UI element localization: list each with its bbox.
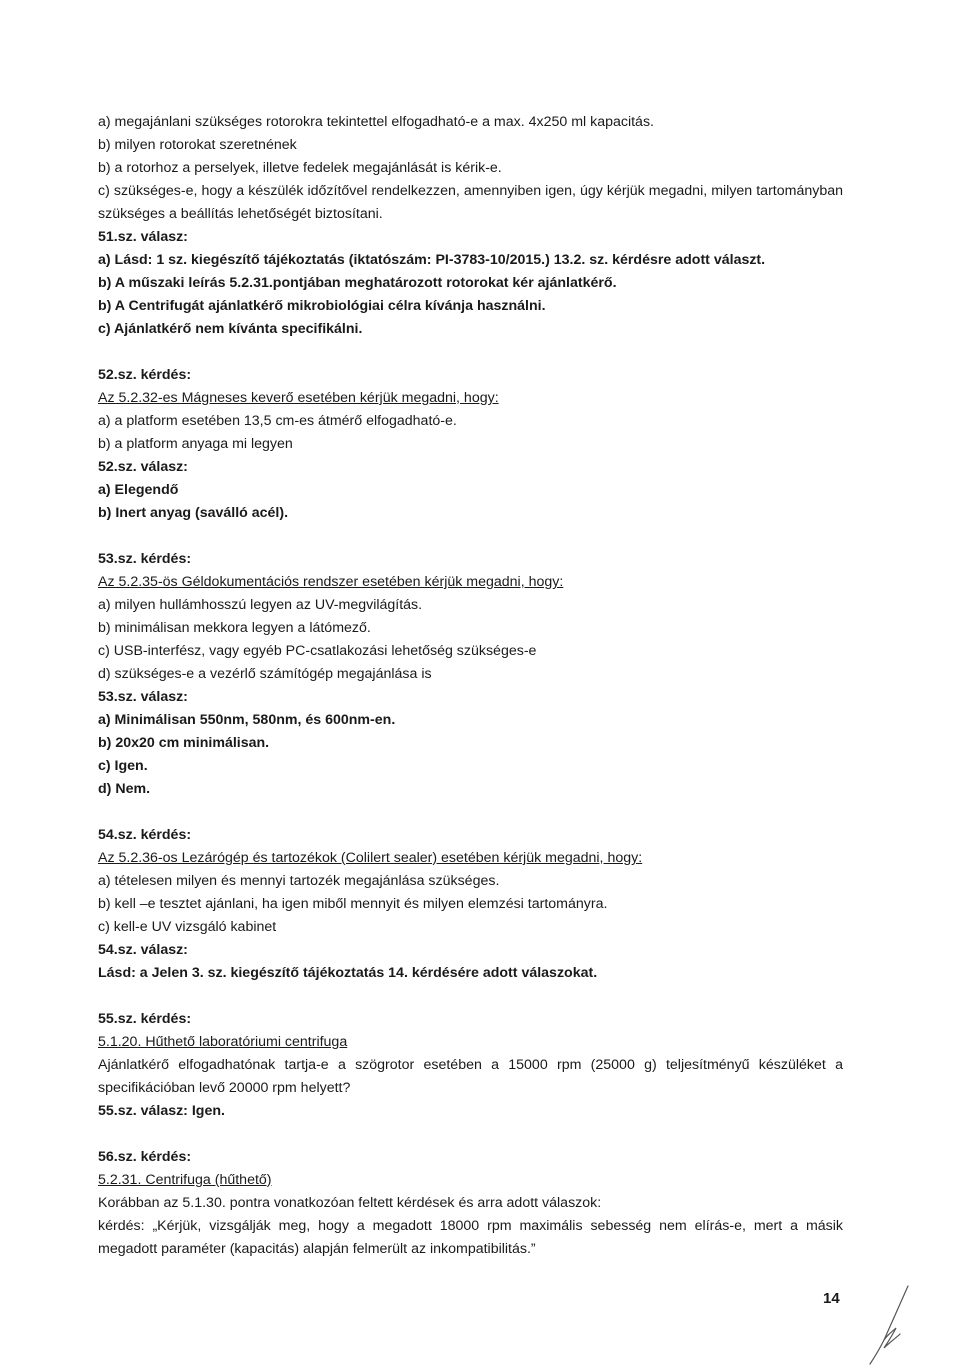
- q54-line-a: a) tételesen milyen és mennyi tartozék megajánlása szükséges.: [98, 873, 500, 889]
- q54-line-b: b) kell –e tesztet ajánlani, ha igen miből mennyit és milyen elemzési tartományra.: [98, 896, 608, 912]
- q53-line-d: d) szükséges-e a vezérlő számítógép megajánlása is: [98, 666, 432, 682]
- q53-title: 53.sz. kérdés:: [98, 551, 192, 567]
- q55-subject: 5.1.20. Hűthető laboratóriumi centrifuga: [98, 1034, 348, 1050]
- q53-answer-a: a) Minimálisan 550nm, 580nm, és 600nm-en.: [98, 712, 396, 728]
- q52-answer-title: 52.sz. válasz:: [98, 459, 188, 475]
- q52-title: 52.sz. kérdés:: [98, 367, 192, 383]
- q56-subject: 5.2.31. Centrifuga (hűthető): [98, 1172, 272, 1188]
- q51-line-b2: b) a rotorhoz a perselyek, illetve fedelek megajánlását is kérik-e.: [98, 160, 502, 176]
- q52-answer-b: b) Inert anyag (saválló acél).: [98, 505, 289, 521]
- q54-title: 54.sz. kérdés:: [98, 827, 192, 843]
- q52-subject: Az 5.2.32-es Mágneses keverő esetében kérjük megadni, hogy:: [98, 390, 499, 406]
- signature-mark: [862, 1282, 912, 1367]
- q53-answer-c: c) Igen.: [98, 758, 148, 774]
- document-body: [98, 111, 843, 1261]
- page-number: 14: [823, 1290, 840, 1307]
- spacer: [98, 801, 843, 824]
- q51-answer-title: 51.sz. válasz:: [98, 229, 188, 245]
- q51-answer-b2: b) A Centrifugát ajánlatkérő mikrobiológiai célra kívánja használni.: [98, 298, 546, 314]
- q52-line-b: b) a platform anyaga mi legyen: [98, 436, 293, 452]
- q55-title: 55.sz. kérdés:: [98, 1011, 192, 1027]
- q53-answer-title: 53.sz. válasz:: [98, 689, 188, 705]
- q54-subject: Az 5.2.36-os Lezárógép és tartozékok (Colilert sealer) esetében kérjük megadni, hogy:: [98, 850, 643, 866]
- q53-line-c: c) USB-interfész, vagy egyéb PC-csatlakozási lehetőség szükséges-e: [98, 643, 537, 659]
- q54-answer: Lásd: a Jelen 3. sz. kiegészítő tájékoztatás 14. kérdésére adott válaszokat.: [98, 965, 598, 981]
- q54-line-c: c) kell-e UV vizsgáló kabinet: [98, 919, 277, 935]
- spacer: [98, 525, 843, 548]
- q52-line-a: a) a platform esetében 13,5 cm-es átmérő elfogadható-e.: [98, 413, 457, 429]
- q53-subject: Az 5.2.35-ös Géldokumentációs rendszer esetében kérjük megadni, hogy:: [98, 574, 564, 590]
- q51-answer-b1: b) A műszaki leírás 5.2.31.pontjában meghatározott rotorokat kér ajánlatkérő.: [98, 275, 617, 291]
- q51-line-c: c) szükséges-e, hogy a készülék időzítővel rendelkezzen, amennyiben igen, úgy kérjük megadni, milyen tartományban szükséges a beállítás lehetőségét biztosítani.: [98, 183, 843, 222]
- q55-answer: 55.sz. válasz: Igen.: [98, 1103, 225, 1119]
- q51-line-b1: b) milyen rotorokat szeretnének: [98, 137, 297, 153]
- spacer: [98, 985, 843, 1008]
- spacer: [98, 1123, 843, 1146]
- spacer: [98, 341, 843, 364]
- q53-line-b: b) minimálisan mekkora legyen a látómező.: [98, 620, 371, 636]
- q52-answer-a: a) Elegendő: [98, 482, 179, 498]
- q54-answer-title: 54.sz. válasz:: [98, 942, 188, 958]
- q51-answer-a: a) Lásd: 1 sz. kiegészítő tájékoztatás (iktatószám: PI-3783-10/2015.) 13.2. sz. kérdésre adott választ.: [98, 252, 766, 268]
- q53-line-a: a) milyen hullámhosszú legyen az UV-megvilágítás.: [98, 597, 423, 613]
- q56-line: Korábban az 5.1.30. pontra vonatkozóan feltett kérdések és arra adott válaszok:: [98, 1195, 602, 1211]
- q56-quote: kérdés: „Kérjük, vizsgálják meg, hogy a megadott 18000 rpm maximális sebesség nem elírás-e, mert a másik megadott paraméter (kapacitás) alapján felmerült az inkompatibilitás.”: [98, 1218, 843, 1257]
- q53-answer-b: b) 20x20 cm minimálisan.: [98, 735, 270, 751]
- q53-answer-d: d) Nem.: [98, 781, 151, 797]
- q51-line-a: a) megajánlani szükséges rotorokra tekintettel elfogadható-e a max. 4x250 ml kapacitás.: [98, 114, 654, 130]
- q56-title: 56.sz. kérdés:: [98, 1149, 192, 1165]
- q51-answer-c: c) Ajánlatkérő nem kívánta specifikálni.: [98, 321, 363, 337]
- q55-text: Ajánlatkérő elfogadhatónak tartja-e a szögrotor esetében a 15000 rpm (25000 g) teljesítményű készüléket a specifikációban levő 20000 rpm helyett?: [98, 1057, 843, 1096]
